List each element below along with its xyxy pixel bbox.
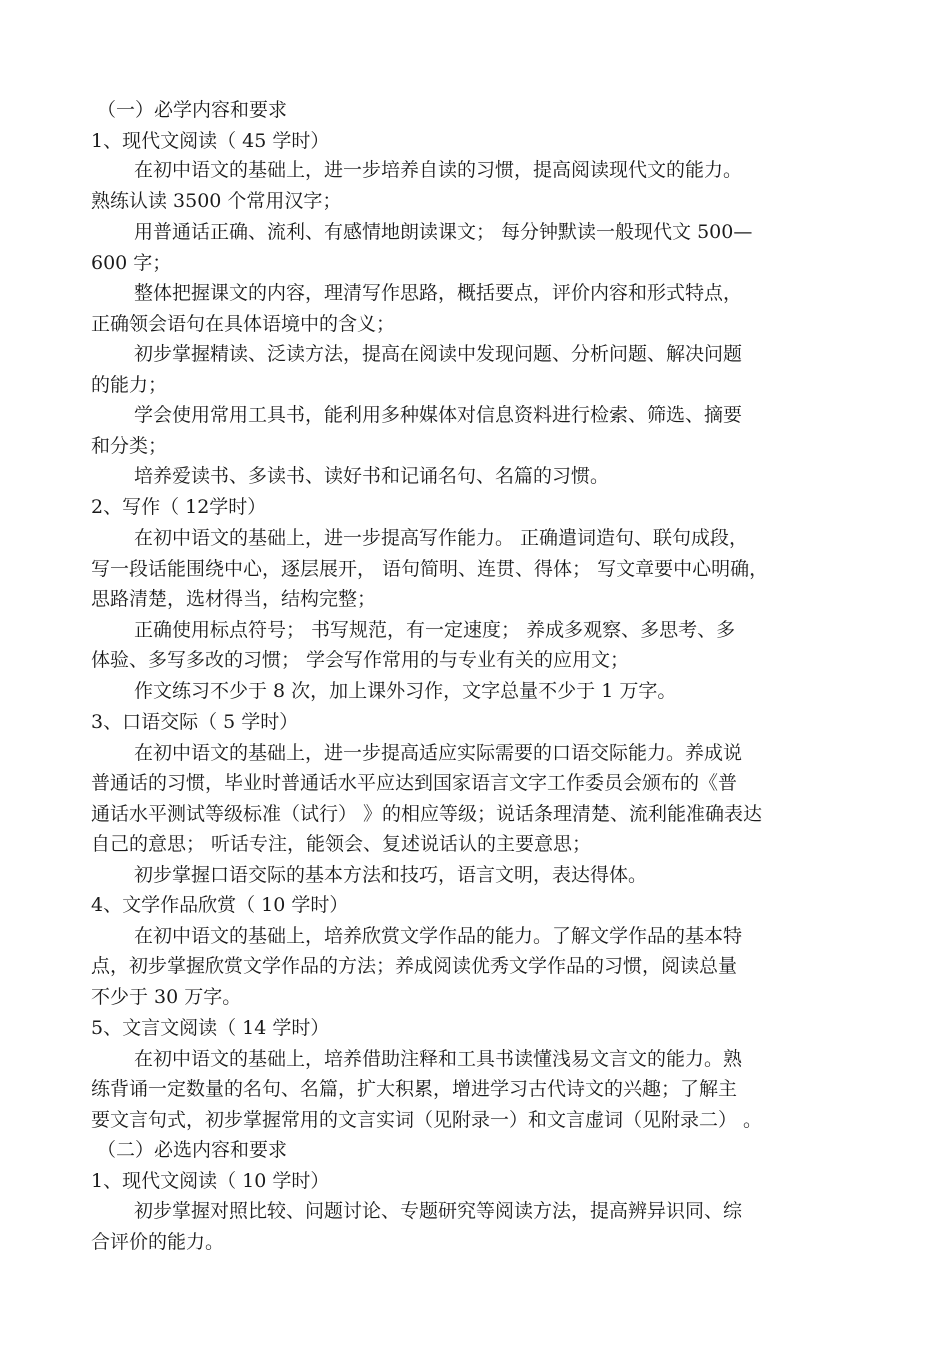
text-line: 普通话的习惯，毕业时普通话水平应达到国家语言文字工作委员会颁布的《普 [91, 772, 738, 794]
text-line: 4、文学作品欣赏（ 10 学时） [91, 894, 349, 916]
text-line: 600 字； [91, 252, 172, 274]
text-line: （一）必学内容和要求 [97, 99, 288, 121]
text-line: 3、口语交际（ 5 学时） [91, 711, 299, 733]
text-line: 正确使用标点符号； 书写规范，有一定速度； 养成多观察、多思考、多 [134, 619, 736, 641]
text-line: 初步掌握对照比较、问题讨论、专题研究等阅读方法，提高辨异识同、综 [134, 1200, 743, 1222]
text-line: 和分类； [91, 435, 168, 457]
text-line: 1、现代文阅读（ 45 学时） [91, 130, 330, 152]
text-line: 思路清楚，选材得当，结构完整； [91, 588, 377, 610]
text-line: 2、写作（ 12学时） [91, 496, 267, 518]
text-line: 学会使用常用工具书，能利用多种媒体对信息资料进行检索、筛选、摘要 [134, 404, 743, 426]
text-line: 在初中语文的基础上，培养欣赏文学作品的能力。了解文学作品的基本特 [134, 925, 743, 947]
text-line: （二）必选内容和要求 [97, 1139, 288, 1161]
text-line: 练背诵一定数量的名句、名篇，扩大积累，增进学习古代诗文的兴趣；了解主 [91, 1078, 738, 1100]
text-line: 合评价的能力。 [91, 1231, 225, 1253]
text-line: 熟练认读 3500 个常用汉字； [91, 190, 342, 212]
text-line: 培养爱读书、多读书、读好书和记诵名句、名篇的习惯。 [134, 465, 610, 487]
text-line: 1、现代文阅读（ 10 学时） [91, 1170, 330, 1192]
text-line: 5、文言文阅读（ 14 学时） [91, 1017, 330, 1039]
text-line: 用普通话正确、流利、有感情地朗读课文； 每分钟默读一般现代文 500— [134, 221, 753, 243]
text-line: 正确领会语句在具体语境中的含义； [91, 313, 396, 335]
text-line: 在初中语文的基础上，进一步提高适应实际需要的口语交际能力。养成说 [134, 742, 743, 764]
text-line: 的能力； [91, 374, 168, 396]
text-line: 不少于 30 万字。 [91, 986, 242, 1008]
text-line: 通话水平测试等级标准（试行） 》的相应等级；说话条理清楚、流利能准确表达 [91, 803, 763, 825]
text-line: 初步掌握精读、泛读方法，提高在阅读中发现问题、分析问题、解决问题 [134, 343, 743, 365]
text-line: 自己的意思； 听话专注，能领会、复述说话认的主要意思； [91, 833, 592, 855]
text-line: 写一段话能围绕中心，逐层展开， 语句简明、连贯、得体； 写文章要中心明确， [91, 558, 769, 580]
text-line: 在初中语文的基础上，进一步培养自读的习惯，提高阅读现代文的能力。 [134, 159, 743, 181]
text-line: 整体把握课文的内容，理清写作思路，概括要点，评价内容和形式特点， [134, 282, 743, 304]
text-line: 在初中语文的基础上，进一步提高写作能力。 正确遣词造句、联句成段， [134, 527, 749, 549]
text-line: 要文言句式，初步掌握常用的文言实词（见附录一）和文言虚词（见附录二） 。 [91, 1109, 763, 1131]
text-line: 作文练习不少于 8 次，加上课外习作，文字总量不少于 1 万字。 [134, 680, 677, 702]
text-line: 在初中语文的基础上，培养借助注释和工具书读懂浅易文言文的能力。熟 [134, 1048, 743, 1070]
text-line: 初步掌握口语交际的基本方法和技巧，语言文明，表达得体。 [134, 864, 648, 886]
text-line: 点，初步掌握欣赏文学作品的方法；养成阅读优秀文学作品的习惯，阅读总量 [91, 955, 738, 977]
text-line: 体验、多写多改的习惯； 学会写作常用的与专业有关的应用文； [91, 649, 630, 671]
